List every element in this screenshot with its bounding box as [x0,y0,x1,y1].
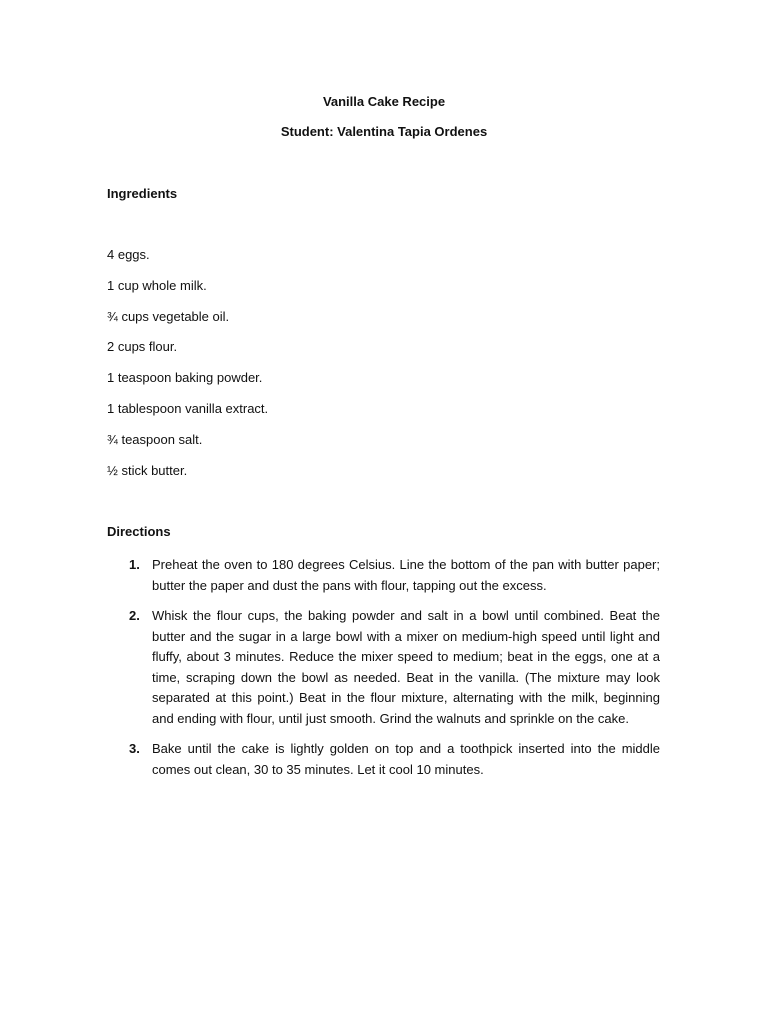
step-text: Bake until the cake is lightly golden on top and a toothpick inserted into the middle comes out clean, 30 to 35 minutes. Let it cool 10 minutes. [152,741,660,777]
ingredient-item: 4 eggs. [107,247,150,262]
step-number: 2. [129,608,140,623]
step-number: 3. [129,741,140,756]
ingredient-item: 2 cups flour. [107,339,178,355]
ingredient-item: 1 teaspoon baking powder. [107,370,263,386]
document-title: Vanilla Cake Recipe [322,94,446,109]
student-name: Student: Valentina Tapia Ordenes [280,124,488,139]
directions-list [107,555,660,790]
ingredients-heading: Ingredients [107,186,178,201]
ingredient-item: 1 cup whole milk. [107,277,207,293]
step-text: Preheat the oven to 180 degrees Celsius. Line the bottom of the pan with butter paper; butter the paper and dust the pans with flour, tapping out the excess. [152,557,660,593]
ingredients-list [107,247,268,493]
direction-step [107,739,660,780]
step-number: 1. [129,557,140,572]
directions-heading: Directions [107,524,171,539]
step-text: Whisk the flour cups, the baking powder and salt in a bowl until combined. Beat the butter and the sugar in a large bowl with a mixer on medium-high speed until light and fluffy, about 3 minutes. Reduce the mixer speed to medium; beat in the eggs, one at a time, scraping down the bowl as needed. Beat in the vanilla. (The mixture may look separated at this point.) Beat in the flour mixture, alternating with the milk, beginning and ending with flour, until just smooth. Grind the walnuts and sprinkle on the cake. [152,608,660,726]
ingredient-item: ¾ cups vegetable oil. [107,308,230,324]
direction-step [107,555,660,596]
ingredient-item: 1 tablespoon vanilla extract. [107,400,269,416]
direction-step [107,606,660,729]
ingredient-item: ½ stick butter. [107,462,188,478]
ingredient-item: ¾ teaspoon salt. [107,431,203,447]
